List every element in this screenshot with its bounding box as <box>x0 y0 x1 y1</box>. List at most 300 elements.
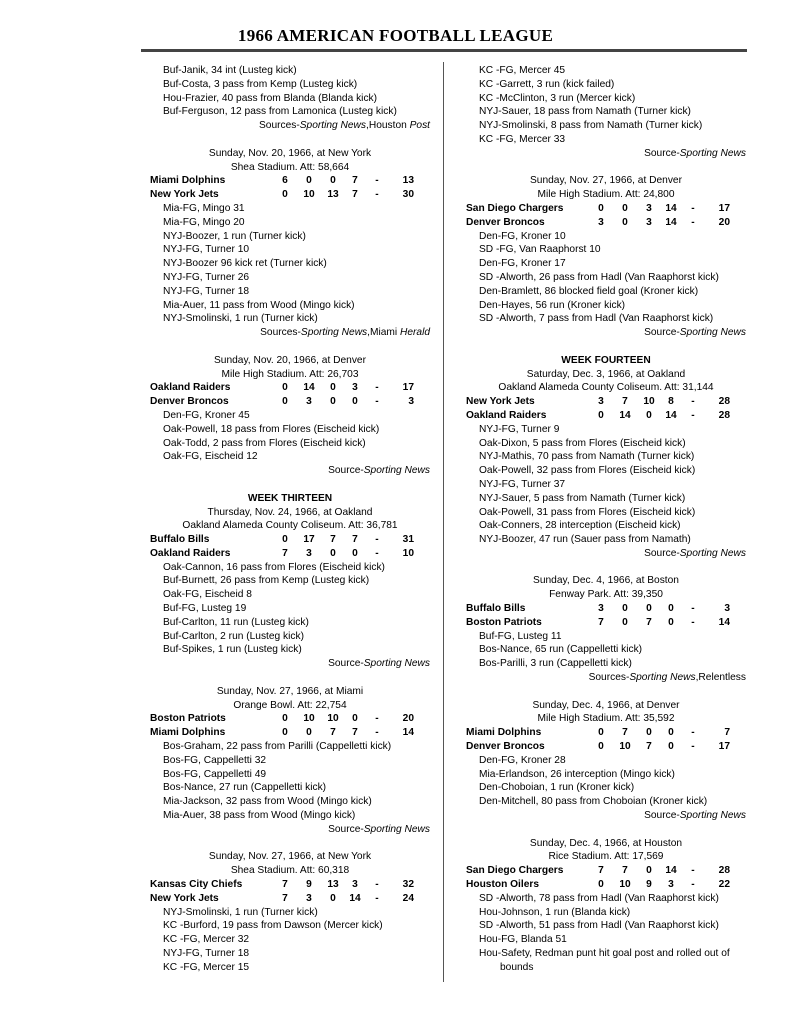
source-line <box>466 809 746 823</box>
scoring-play: Bos-Nance, 65 run (Cappelletti kick) <box>479 644 643 656</box>
scoring-play: SD -Alworth, 51 pass from Hadl (Van Raaphorst kick) <box>479 920 719 932</box>
team-score-row <box>466 616 746 630</box>
scoring-play: Buf-Carlton, 11 run (Lusteg kick) <box>163 616 309 628</box>
final-score: 31 <box>402 534 414 546</box>
scoring-play: NYJ-FG, Turner 18 <box>163 285 250 297</box>
quarter-score: 0 <box>330 396 336 408</box>
scoring-play: NYJ-Boozer 96 kick ret (Turner kick) <box>163 258 327 270</box>
source-extra-italic: Herald <box>399 327 430 339</box>
scoring-play: KC -Garrett, 3 run (kick failed) <box>479 78 615 90</box>
team-name: Denver Broncos <box>466 216 545 228</box>
scoring-play: NYJ-Mathis, 70 pass from Namath (Turner kick) <box>479 451 695 463</box>
team-score-row <box>150 547 430 561</box>
team-score-row <box>150 892 430 906</box>
scoring-play: Buf-FG, Lusteg 11 <box>479 630 562 642</box>
scoring-play: Oak-Dixon, 5 pass from Flores (Eischeid kick) <box>479 437 686 449</box>
quarter-score: 13 <box>327 189 339 201</box>
game-info: Shea Stadium. Att: 58,664 <box>230 161 350 173</box>
quarter-score: 3 <box>598 603 604 615</box>
scoring-play: KC -Burford, 19 pass from Dawson (Mercer kick) <box>163 920 383 932</box>
scoring-play: KC -FG, Mercer 15 <box>163 961 250 973</box>
scoring-play: Buf-Spikes, 1 run (Lusteg kick) <box>163 644 302 656</box>
spacer <box>466 561 746 575</box>
quarter-score: 14 <box>665 865 677 877</box>
team-name: New York Jets <box>466 396 535 408</box>
scoring-play: Mia-Auer, 38 pass from Wood (Mingo kick) <box>163 810 356 822</box>
game-info: Shea Stadium. Att: 60,318 <box>230 865 350 877</box>
quarter-score: 0 <box>282 534 288 546</box>
quarter-score: 3 <box>646 216 652 228</box>
team-score-row <box>150 174 430 188</box>
quarter-score: 7 <box>352 175 358 187</box>
team-score-row <box>150 726 430 740</box>
quarter-score: 0 <box>352 713 358 725</box>
scoring-play: NYJ-Sauer, 5 pass from Namath (Turner kick) <box>479 492 686 504</box>
team-name: Boston Patriots <box>466 616 542 628</box>
quarter-score: 0 <box>622 603 628 615</box>
quarter-score: 0 <box>668 616 674 628</box>
scoring-play: Oak-Cannon, 16 pass from Flores (Eischeid kick) <box>163 561 385 573</box>
team-name: Buffalo Bills <box>466 603 526 615</box>
quarter-score: 0 <box>646 409 652 421</box>
scoring-play: Mia-Jackson, 32 pass from Wood (Mingo kick) <box>163 796 372 808</box>
quarter-score: 9 <box>306 879 312 891</box>
source-line <box>150 119 430 133</box>
team-name: Boston Patriots <box>150 713 226 725</box>
score-dash: - <box>375 892 379 904</box>
scoring-play: KC -FG, Mercer 33 <box>479 133 566 145</box>
source-name: Sporting News <box>363 465 430 477</box>
score-dash: - <box>691 603 695 615</box>
quarter-score: 0 <box>668 741 674 753</box>
source-label: Source- <box>644 810 680 822</box>
left-column <box>150 64 430 975</box>
team-score-row <box>466 864 746 878</box>
quarter-score: 3 <box>306 547 312 559</box>
team-name: Denver Broncos <box>466 741 545 753</box>
source-label: Sources- <box>258 120 300 132</box>
final-score: 7 <box>724 727 730 739</box>
score-dash: - <box>691 409 695 421</box>
scoring-play: Bos-FG, Cappelletti 49 <box>163 768 267 780</box>
quarter-score: 0 <box>668 603 674 615</box>
source-name: Sporting News <box>299 120 366 132</box>
game-info: Fenway Park. Att: 39,350 <box>549 589 663 601</box>
score-dash: - <box>375 396 379 408</box>
team-score-row <box>466 726 746 740</box>
source-extra: ,Miami <box>367 327 400 339</box>
source-label: Source- <box>328 465 364 477</box>
score-dash: - <box>375 879 379 891</box>
scoring-play: Den-Hayes, 56 run (Kroner kick) <box>479 299 626 311</box>
source-label: Sources- <box>260 327 301 339</box>
final-score: 3 <box>408 396 414 408</box>
page-title: 1966 AMERICAN FOOTBALL LEAGUE <box>237 26 554 45</box>
right-column <box>466 64 746 975</box>
scoring-play: Oak-Todd, 2 pass from Flores (Eischeid kick) <box>163 437 366 449</box>
quarter-score: 10 <box>619 741 631 753</box>
team-name: Oakland Raiders <box>466 409 547 421</box>
scoring-play: NYJ-Boozer, 1 run (Turner kick) <box>163 230 306 242</box>
spacer <box>466 340 746 354</box>
source-line <box>150 657 430 671</box>
quarter-score: 0 <box>598 879 604 891</box>
scoring-play: Bos-Parilli, 3 run (Cappelletti kick) <box>479 658 632 670</box>
quarter-score: 7 <box>330 534 336 546</box>
source-line <box>466 547 746 561</box>
quarter-score: 14 <box>619 409 631 421</box>
scoring-play: SD -Alworth, 7 pass from Hadl (Van Raaphorst kick) <box>479 313 714 325</box>
quarter-score: 17 <box>303 534 315 546</box>
quarter-score: 7 <box>622 865 628 877</box>
quarter-score: 13 <box>327 879 339 891</box>
team-name: San Diego Chargers <box>466 202 564 214</box>
final-score: 22 <box>718 879 730 891</box>
quarter-score: 0 <box>330 382 336 394</box>
source-label: Source- <box>644 147 680 159</box>
game-info: Oakland Alameda County Coliseum. Att: 36,781 <box>182 520 398 532</box>
team-name: Denver Broncos <box>150 396 229 408</box>
game-info: Mile High Stadium. Att: 24,800 <box>537 189 675 201</box>
game-info: Sunday, Nov. 20, 1966, at Denver <box>214 354 366 366</box>
quarter-score: 3 <box>598 216 604 228</box>
final-score: 3 <box>724 603 730 615</box>
scoring-play: Den-Mitchell, 80 pass from Choboian (Kroner kick) <box>479 796 708 808</box>
quarter-score: 7 <box>622 727 628 739</box>
quarter-score: 3 <box>306 892 312 904</box>
quarter-score: 7 <box>282 879 288 891</box>
quarter-score: 14 <box>303 382 315 394</box>
scoring-play: NYJ-FG, Turner 10 <box>163 244 250 256</box>
game-info: Saturday, Dec. 3, 1966, at Oakland <box>526 368 686 380</box>
final-score: 30 <box>402 189 414 201</box>
source-line <box>150 326 430 340</box>
game-info: Sunday, Nov. 27, 1966, at Miami <box>216 685 364 697</box>
score-dash: - <box>691 727 695 739</box>
scoring-play: Oak-FG, Eischeid 12 <box>163 451 258 463</box>
game-info: Sunday, Dec. 4, 1966, at Houston <box>529 837 683 849</box>
quarter-score: 0 <box>306 175 312 187</box>
game-info: Sunday, Nov. 27, 1966, at New York <box>208 851 372 863</box>
final-score: 14 <box>402 727 414 739</box>
scoring-play: Oak-FG, Eischeid 8 <box>163 589 252 601</box>
scoring-play: Hou-Frazier, 40 pass from Blanda (Blanda kick) <box>163 92 378 104</box>
scoring-play: Buf-Ferguson, 12 pass from Lamonica (Lusteg kick) <box>163 106 397 118</box>
team-score-row <box>150 712 430 726</box>
scoring-play: KC -FG, Mercer 45 <box>479 65 566 76</box>
scoring-play: Buf-Carlton, 2 run (Lusteg kick) <box>163 630 304 642</box>
source-name: Sporting News <box>363 658 430 670</box>
quarter-score: 7 <box>352 534 358 546</box>
scoring-play: Oak-Powell, 18 pass from Flores (Eischeid kick) <box>163 423 380 435</box>
scoring-play: Hou-Johnson, 1 run (Blanda kick) <box>479 906 631 918</box>
quarter-score: 0 <box>598 409 604 421</box>
score-dash: - <box>375 713 379 725</box>
scoring-play: Den-Choboian, 1 run (Kroner kick) <box>479 782 635 794</box>
team-name: New York Jets <box>150 892 219 904</box>
game-info: Sunday, Dec. 4, 1966, at Boston <box>533 575 679 587</box>
score-dash: - <box>691 616 695 628</box>
score-dash: - <box>691 865 695 877</box>
quarter-score: 0 <box>622 216 628 228</box>
quarter-score: 10 <box>303 189 315 201</box>
column-divider <box>443 62 444 982</box>
scoring-play: Buf-Burnett, 26 pass from Kemp (Lusteg kick) <box>163 575 370 587</box>
team-score-row <box>466 202 746 216</box>
scoring-play: Buf-FG, Lusteg 19 <box>163 603 247 615</box>
game-info: Sunday, Dec. 4, 1966, at Denver <box>532 699 680 711</box>
score-dash: - <box>375 534 379 546</box>
scoring-play: NYJ-Smolinski, 1 run (Turner kick) <box>163 906 318 918</box>
scoring-play: NYJ-Boozer, 47 run (Sauer pass from Namath) <box>479 534 691 546</box>
score-dash: - <box>375 547 379 559</box>
game-info: Thursday, Nov. 24, 1966, at Oakland <box>207 506 373 518</box>
scoring-play: SD -Alworth, 26 pass from Hadl (Van Raaphorst kick) <box>479 271 719 283</box>
game-info: Rice Stadium. Att: 17,569 <box>548 851 664 863</box>
quarter-score: 8 <box>668 396 674 408</box>
final-score: 17 <box>402 382 414 394</box>
spacer <box>150 478 430 492</box>
team-name: Miami Dolphins <box>466 727 542 739</box>
team-name: Kansas City Chiefs <box>150 879 243 891</box>
quarter-score: 14 <box>665 409 677 421</box>
score-dash: - <box>691 879 695 891</box>
quarter-score: 3 <box>352 382 358 394</box>
scoring-play: Mia-Erlandson, 26 interception (Mingo kick) <box>479 768 675 780</box>
quarter-score: 0 <box>282 189 288 201</box>
score-dash: - <box>691 396 695 408</box>
quarter-score: 0 <box>282 713 288 725</box>
source-label: Sources- <box>588 672 630 684</box>
quarter-score: 14 <box>349 892 361 904</box>
spacer <box>466 685 746 699</box>
source-line <box>466 147 746 161</box>
team-name: New York Jets <box>150 189 219 201</box>
team-score-row <box>466 409 746 423</box>
team-name: Buffalo Bills <box>150 534 210 546</box>
team-score-row <box>150 878 430 892</box>
source-line <box>150 464 430 478</box>
quarter-score: 3 <box>598 396 604 408</box>
quarter-score: 3 <box>668 879 674 891</box>
quarter-score: 7 <box>598 865 604 877</box>
source-name: Sporting News <box>363 823 430 835</box>
final-score: 13 <box>402 175 414 187</box>
quarter-score: 7 <box>646 616 652 628</box>
source-name: Sporting News <box>679 810 746 822</box>
spacer <box>466 161 746 175</box>
scoring-play: KC -McClinton, 3 run (Mercer kick) <box>479 92 636 104</box>
quarter-score: 10 <box>303 713 315 725</box>
score-dash: - <box>375 727 379 739</box>
game-info: Mile High Stadium. Att: 26,703 <box>221 368 359 380</box>
team-name: Miami Dolphins <box>150 175 226 187</box>
team-score-row <box>466 602 746 616</box>
final-score: 17 <box>718 202 730 214</box>
source-line <box>150 823 430 837</box>
game-info: Sunday, Nov. 20, 1966, at New York <box>208 147 372 159</box>
scoring-play: Bos-FG, Cappelletti 32 <box>163 754 267 766</box>
source-name: Sporting News <box>629 672 696 684</box>
scoring-play: SD -FG, Van Raaphorst 10 <box>479 244 601 256</box>
final-score: 20 <box>402 713 414 725</box>
final-score: 14 <box>718 616 730 628</box>
quarter-score: 0 <box>646 865 652 877</box>
source-label: Source- <box>644 327 680 339</box>
score-dash: - <box>375 189 379 201</box>
team-name: Miami Dolphins <box>150 727 226 739</box>
quarter-score: 7 <box>282 892 288 904</box>
team-name: Houston Oilers <box>466 879 540 891</box>
scoring-play: Mia-FG, Mingo 31 <box>163 202 245 214</box>
scoring-play: Hou-Safety, Redman punt hit goal post and rolled out of <box>479 948 730 959</box>
source-label: Source- <box>328 658 364 670</box>
score-dash: - <box>375 175 379 187</box>
quarter-score: 6 <box>282 175 288 187</box>
quarter-score: 7 <box>352 189 358 201</box>
quarter-score: 0 <box>646 603 652 615</box>
quarter-score: 10 <box>327 713 339 725</box>
final-score: 24 <box>402 892 414 904</box>
source-extra-italic: Post <box>409 120 430 132</box>
scoring-play: Den-FG, Kroner 17 <box>479 258 566 270</box>
scoring-play: Bos-Nance, 27 run (Cappelletti kick) <box>163 782 327 794</box>
quarter-score: 7 <box>330 727 336 739</box>
source-line <box>466 671 746 685</box>
source-name: Sporting News <box>679 547 746 559</box>
quarter-score: 10 <box>643 396 655 408</box>
quarter-score: 10 <box>619 879 631 891</box>
scoring-play: Den-FG, Kroner 28 <box>479 754 566 766</box>
spacer <box>150 340 430 354</box>
quarter-score: 14 <box>665 202 677 214</box>
team-name: Oakland Raiders <box>150 547 231 559</box>
spacer <box>150 133 430 147</box>
game-info: Orange Bowl. Att: 22,754 <box>233 699 347 711</box>
scoring-play: NYJ-Smolinski, 1 run (Turner kick) <box>163 313 318 325</box>
scoring-play: Hou-FG, Blanda 51 <box>479 934 567 946</box>
quarter-score: 0 <box>352 396 358 408</box>
game-info: Oakland Alameda County Coliseum. Att: 31,144 <box>498 382 714 394</box>
scoring-play: Mia-Auer, 11 pass from Wood (Mingo kick) <box>163 299 355 311</box>
scoring-play: NYJ-Smolinski, 8 pass from Namath (Turner kick) <box>479 120 703 132</box>
scoring-play: Bos-Graham, 22 pass from Parilli (Cappelletti kick) <box>163 741 392 753</box>
quarter-score: 0 <box>330 547 336 559</box>
spacer <box>466 823 746 837</box>
quarter-score: 0 <box>598 741 604 753</box>
team-score-row <box>466 740 746 754</box>
week-heading: WEEK FOURTEEN <box>561 354 651 366</box>
scoring-play: Den-FG, Kroner 45 <box>163 409 250 421</box>
final-score: 28 <box>718 409 730 421</box>
scoring-play: Den-Bramlett, 86 blocked field goal (Kroner kick) <box>479 285 699 297</box>
score-dash: - <box>375 382 379 394</box>
title-rule <box>141 49 747 52</box>
quarter-score: 7 <box>598 616 604 628</box>
source-label: Source- <box>644 547 680 559</box>
scoring-play: NYJ-Sauer, 18 pass from Namath (Turner kick) <box>479 106 691 118</box>
team-score-row <box>466 216 746 230</box>
quarter-score: 0 <box>282 727 288 739</box>
scoring-play: KC -FG, Mercer 32 <box>163 934 250 946</box>
quarter-score: 14 <box>665 216 677 228</box>
team-score-row <box>150 381 430 395</box>
game-info: Sunday, Nov. 27, 1966, at Denver <box>530 175 682 187</box>
final-score: 28 <box>718 396 730 408</box>
scoring-play: NYJ-FG, Turner 37 <box>479 478 566 490</box>
spacer <box>150 837 430 851</box>
scoring-play: Den-FG, Kroner 10 <box>479 230 566 242</box>
scoring-play: NYJ-FG, Turner 26 <box>163 271 250 283</box>
source-extra: ,Relentless <box>695 672 746 684</box>
source-name: Sporting News <box>300 327 368 339</box>
quarter-score: 7 <box>646 741 652 753</box>
quarter-score: 0 <box>282 382 288 394</box>
final-score: 10 <box>402 547 414 559</box>
scoring-play: SD -Alworth, 78 pass from Hadl (Van Raaphorst kick) <box>479 892 719 904</box>
team-score-row <box>466 878 746 892</box>
score-dash: - <box>691 202 695 214</box>
quarter-score: 7 <box>352 727 358 739</box>
quarter-score: 0 <box>330 175 336 187</box>
quarter-score: 3 <box>646 202 652 214</box>
team-name: Oakland Raiders <box>150 382 231 394</box>
quarter-score: 7 <box>622 396 628 408</box>
team-score-row <box>150 533 430 547</box>
spacer <box>150 671 430 685</box>
quarter-score: 0 <box>352 547 358 559</box>
source-line <box>466 326 746 340</box>
scoring-play: Oak-Conners, 28 interception (Eischeid kick) <box>479 520 681 532</box>
score-dash: - <box>691 216 695 228</box>
source-extra: ,Houston <box>366 120 410 132</box>
quarter-score: 0 <box>598 727 604 739</box>
scoring-play: Oak-Powell, 31 pass from Flores (Eischeid kick) <box>479 506 696 518</box>
scoring-play: Oak-Powell, 32 pass from Flores (Eischeid kick) <box>479 465 696 477</box>
quarter-score: 0 <box>330 892 336 904</box>
week-heading: WEEK THIRTEEN <box>247 492 333 504</box>
team-name: San Diego Chargers <box>466 865 564 877</box>
source-name: Sporting News <box>679 327 746 339</box>
scoring-play: Mia-FG, Mingo 20 <box>163 216 245 228</box>
source-label: Source- <box>328 823 364 835</box>
quarter-score: 0 <box>622 202 628 214</box>
quarter-score: 7 <box>282 547 288 559</box>
team-score-row <box>150 188 430 202</box>
quarter-score: 0 <box>282 396 288 408</box>
scoring-play: NYJ-FG, Turner 18 <box>163 948 250 959</box>
quarter-score: 0 <box>646 727 652 739</box>
score-dash: - <box>691 741 695 753</box>
quarter-score: 3 <box>306 396 312 408</box>
team-score-row <box>466 395 746 409</box>
quarter-score: 3 <box>352 879 358 891</box>
quarter-score: 0 <box>306 727 312 739</box>
quarter-score: 0 <box>598 202 604 214</box>
final-score: 17 <box>718 741 730 753</box>
quarter-score: 0 <box>622 616 628 628</box>
game-info: Mile High Stadium. Att: 35,592 <box>537 713 675 725</box>
team-score-row <box>150 395 430 409</box>
scoring-play: Buf-Janik, 34 int (Lusteg kick) <box>163 65 297 76</box>
quarter-score: 0 <box>668 727 674 739</box>
final-score: 28 <box>718 865 730 877</box>
source-name: Sporting News <box>679 147 746 159</box>
quarter-score: 9 <box>646 879 652 891</box>
scoring-play: NYJ-FG, Turner 9 <box>479 423 560 435</box>
final-score: 32 <box>402 879 414 891</box>
scoring-play: bounds <box>500 961 534 973</box>
